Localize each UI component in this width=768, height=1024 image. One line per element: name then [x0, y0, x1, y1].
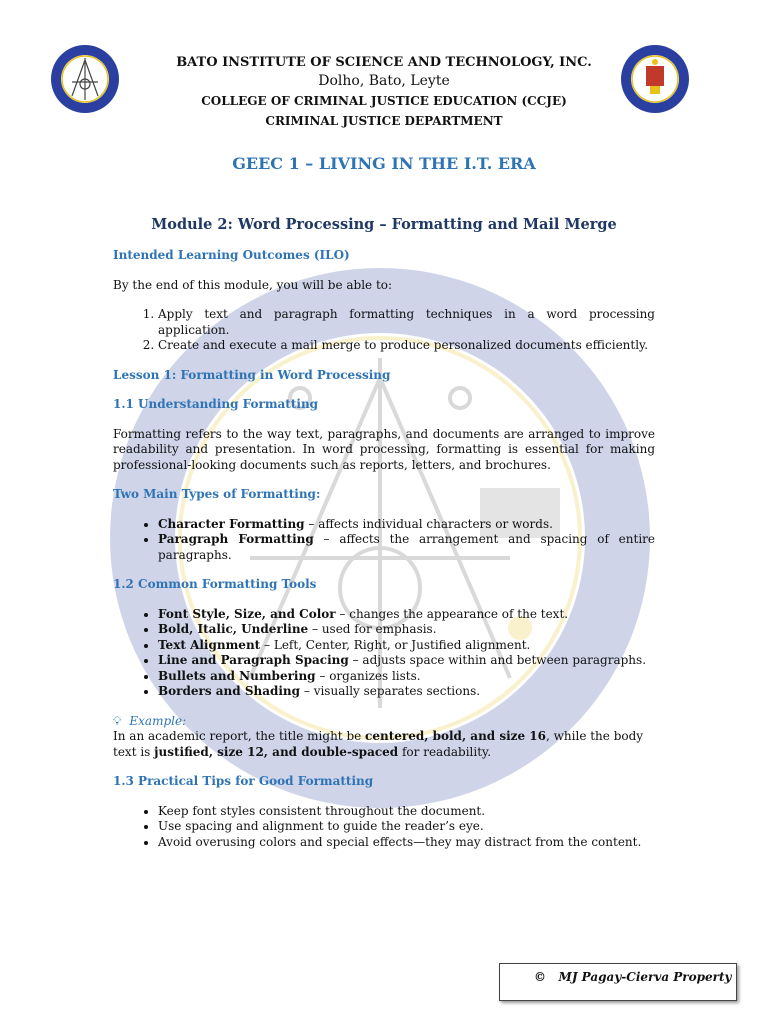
lesson-heading: Lesson 1: Formatting in Word Processing	[113, 367, 391, 382]
list-item	[158, 607, 655, 623]
list-item-desc: – organizes lists.	[315, 668, 421, 683]
list-item-desc: – affects the arrangement and spacing of entire paragraphs.	[158, 532, 655, 562]
college-name: COLLEGE OF CRIMINAL JUSTICE EDUCATION (CCJE)	[201, 94, 567, 108]
list-item-desc: – visually separates sections.	[300, 684, 481, 698]
list-item-term: Character Formatting	[158, 516, 305, 531]
section-heading-1-2: 1.2 Common Formatting Tools	[113, 577, 317, 591]
list-item-desc: – Left, Center, Right, or Justified alignment.	[260, 637, 531, 652]
tools-list	[113, 607, 655, 700]
list-item	[158, 532, 655, 563]
list-item	[158, 669, 655, 685]
list-item-term: Borders and Shading	[158, 684, 301, 698]
document-body	[113, 248, 655, 850]
lightbulb-icon: 💡︎	[113, 713, 122, 728]
section-heading-1-1: 1.1 Understanding Formatting	[113, 397, 319, 411]
example-text-part: , while the body text is	[113, 729, 644, 759]
list-item-desc: – affects individual characters or words.	[304, 516, 553, 531]
example-bold-part: centered, bold, and size 16	[365, 729, 547, 743]
module-title: Module 2: Word Processing – Formatting and Mail Merge	[151, 216, 617, 233]
course-title: GEEC 1 – LIVING IN THE I.T. ERA	[232, 154, 536, 173]
footer-text	[534, 970, 732, 984]
list-item	[158, 653, 655, 669]
institution-address: Dolho, Bato, Leyte	[318, 73, 450, 89]
list-item-desc: – adjusts space within and between paragraphs.	[348, 653, 647, 667]
tips-list	[113, 804, 655, 851]
list-item-term: Text Alignment	[158, 637, 261, 652]
ilo-intro: By the end of this module, you will be able to:	[113, 277, 393, 292]
example-label-line	[113, 714, 655, 730]
list-item	[158, 684, 655, 700]
example-text-part: for readability.	[398, 744, 492, 759]
list-item-term: Line and Paragraph Spacing	[158, 653, 349, 667]
list-item	[158, 517, 655, 533]
department-name: CRIMINAL JUSTICE DEPARTMENT	[265, 114, 503, 128]
ilo-list	[113, 307, 655, 354]
institution-name: BATO INSTITUTE OF SCIENCE AND TECHNOLOGY, INC.	[176, 55, 592, 70]
list-item: • Use spacing and alignment to guide the reader’s eye.	[158, 819, 655, 835]
copyright-footer	[499, 963, 737, 1001]
copyright-symbol: ©	[534, 970, 546, 984]
footer-owner: MJ Pagay-Cierva Property	[558, 970, 732, 984]
ilo-item: 1. Apply text and paragraph formatting techniques in a word processing application.	[158, 307, 655, 338]
list-item-desc: – used for emphasis.	[308, 622, 437, 636]
list-item-desc: – changes the appearance of the text.	[335, 606, 569, 621]
section-1-1-text: Formatting refers to the way text, paragraphs, and documents are arranged to improve readability and presentation. In word processing, formatting is essential for making professional-looking documents such as reports, letters, and brochures.	[113, 426, 655, 472]
example-label: Example:	[129, 713, 187, 728]
list-item-term: Bullets and Numbering	[158, 668, 316, 683]
types-list	[113, 517, 655, 564]
list-item	[158, 622, 655, 638]
document-header	[0, 54, 768, 131]
list-item-term: Paragraph Formatting	[158, 532, 314, 546]
section-heading-1-3: 1.3 Practical Tips for Good Formatting	[113, 774, 374, 788]
example-bold-part: justified, size 12, and double-spaced	[154, 744, 399, 759]
ilo-item: 2. Create and execute a mail merge to produce personalized documents efficiently.	[158, 338, 655, 354]
list-item: • Avoid overusing colors and special effects—they may distract from the content.	[158, 835, 655, 851]
example-text-part: In an academic report, the title might be	[113, 729, 366, 743]
ilo-heading: Intended Learning Outcomes (ILO)	[113, 248, 350, 262]
list-item-term: Font Style, Size, and Color	[158, 606, 336, 621]
list-item	[158, 638, 655, 654]
types-heading: Two Main Types of Formatting:	[113, 487, 321, 501]
list-item-term: Bold, Italic, Underline	[158, 622, 309, 636]
list-item: • Keep font styles consistent throughout the document.	[158, 804, 655, 820]
example-text	[113, 729, 655, 760]
